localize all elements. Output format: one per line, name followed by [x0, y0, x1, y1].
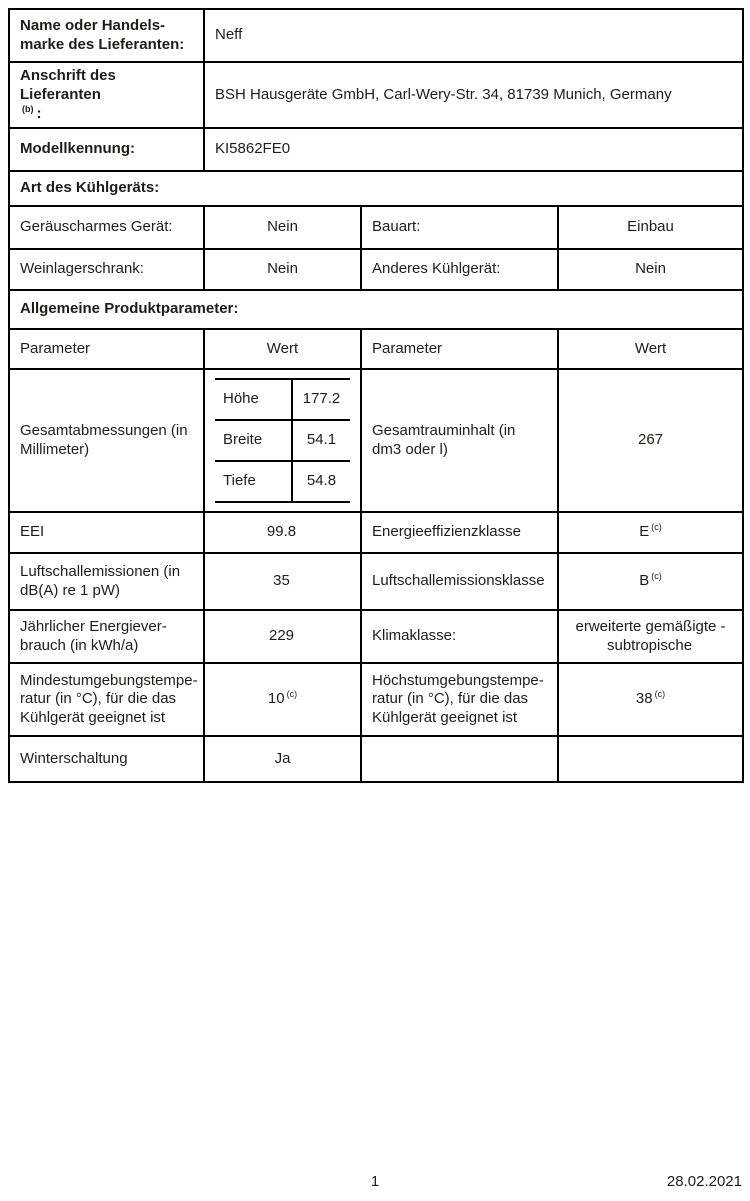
dimension-row-width: [215, 420, 350, 461]
other-appliance-value: Nein: [558, 249, 743, 290]
footer-date: 28.02.2021: [666, 1173, 742, 1190]
supplier-address-footnote-line: [20, 105, 193, 124]
quiet-appliance-value: Nein: [204, 206, 361, 249]
footnote-b-marker: (b): [22, 103, 34, 114]
wine-storage-value: Nein: [204, 249, 361, 290]
table-row-winter-setting: [9, 736, 743, 782]
model-id-value: KI5862FE0: [204, 128, 743, 171]
value-header-1: Wert: [204, 329, 361, 369]
noise-emission-value: 35: [204, 553, 361, 610]
table-row-supplier-name: [9, 9, 743, 62]
dimension-width-value: 54.1: [292, 420, 350, 461]
empty-cell: [558, 736, 743, 782]
supplier-address-label: [9, 62, 204, 128]
empty-cell: [361, 736, 558, 782]
table-row-section-type: [9, 171, 743, 206]
max-ambient-temp-value: 38 $^{(c)}$: [558, 663, 743, 736]
supplier-name-label: Name oder Handels-marke des Lieferanten:: [9, 9, 204, 62]
dimension-row-depth: [215, 461, 350, 502]
table-row-ambient-temp: [9, 663, 743, 736]
energy-class-label: Energieeffizienzklasse: [361, 512, 558, 553]
table-row-quiet-builtin: [9, 206, 743, 249]
dimension-row-height: [215, 379, 350, 420]
product-datasheet-table: [8, 8, 744, 783]
supplier-name-value: Neff: [204, 9, 743, 62]
page-number: 1: [370, 1173, 380, 1190]
dimension-depth-label: Tiefe: [215, 461, 292, 502]
dimension-width-label: Breite: [215, 420, 292, 461]
table-row-wine-other: [9, 249, 743, 290]
quiet-appliance-label: Geräuscharmes Gerät:: [9, 206, 204, 249]
design-type-value: Einbau: [558, 206, 743, 249]
wine-storage-label: Weinlagerschrank:: [9, 249, 204, 290]
climate-class-value: erweiterte gemäßigte - subtropische: [558, 610, 743, 663]
dimensions-subtable: [215, 378, 350, 503]
table-row-param-header: [9, 329, 743, 369]
other-appliance-label: Anderes Kühlgerät:: [361, 249, 558, 290]
min-ambient-temp-label: Mindestumgebungstempe-ratur (in °C), für die das Kühlgerät geeignet ist: [9, 663, 204, 736]
model-id-label: Modellkennung:: [9, 128, 204, 171]
table-row-noise: [9, 553, 743, 610]
dimension-height-label: Höhe: [215, 379, 292, 420]
section-title-type: Art des Kühlgeräts:: [9, 171, 743, 206]
value-header-2: Wert: [558, 329, 743, 369]
winter-setting-value: Ja: [204, 736, 361, 782]
footnote-c-marker: (c): [651, 571, 662, 582]
winter-setting-label: Winterschaltung: [9, 736, 204, 782]
table-row-model-id: [9, 128, 743, 171]
max-ambient-temp-label: Höchstumgebungstempe-ratur (in °C), für die das Kühlgerät geeignet ist: [361, 663, 558, 736]
min-ambient-temp-value: 10 $^{(c)}$: [204, 663, 361, 736]
supplier-address-label-text: Anschrift des Lieferanten: [20, 67, 116, 103]
design-type-label: Bauart:: [361, 206, 558, 249]
section-title-general: Allgemeine Produktparameter:: [9, 290, 743, 329]
eei-label: EEI: [9, 512, 204, 553]
table-row-dimensions: [9, 369, 743, 512]
eei-value: 99.8: [204, 512, 361, 553]
dimension-height-value: 177.2: [292, 379, 350, 420]
annual-energy-label: Jährlicher Energiever-brauch (in kWh/a): [9, 610, 204, 663]
supplier-address-colon: :: [36, 104, 42, 122]
dimensions-subtable-cell: [204, 369, 361, 512]
noise-class-value: B $^{(c)}$: [558, 553, 743, 610]
table-row-section-general: [9, 290, 743, 329]
dimensions-label: Gesamtabmessungen (in Millimeter): [9, 369, 204, 512]
energy-class-value: E $^{(c)}$: [558, 512, 743, 553]
param-header-1: Parameter: [9, 329, 204, 369]
total-volume-value: 267: [558, 369, 743, 512]
noise-class-label: Luftschallemissionsklasse: [361, 553, 558, 610]
climate-class-label: Klimaklasse:: [361, 610, 558, 663]
footnote-c-marker: (c): [651, 522, 662, 533]
supplier-address-value: BSH Hausgeräte GmbH, Carl-Wery-Str. 34, 81739 Munich, Germany: [204, 62, 743, 128]
annual-energy-value: 229: [204, 610, 361, 663]
table-row-supplier-address: [9, 62, 743, 128]
param-header-2: Parameter: [361, 329, 558, 369]
table-row-eei: [9, 512, 743, 553]
noise-emission-label: Luftschallemissionen (in dB(A) re 1 pW): [9, 553, 204, 610]
footnote-c-marker: (c): [286, 689, 298, 700]
total-volume-label: Gesamtrauminhalt (in dm3 oder l): [361, 369, 558, 512]
dimension-depth-value: 54.8: [292, 461, 350, 502]
table-row-energy-climate: [9, 610, 743, 663]
footnote-c-marker: (c): [654, 689, 666, 700]
